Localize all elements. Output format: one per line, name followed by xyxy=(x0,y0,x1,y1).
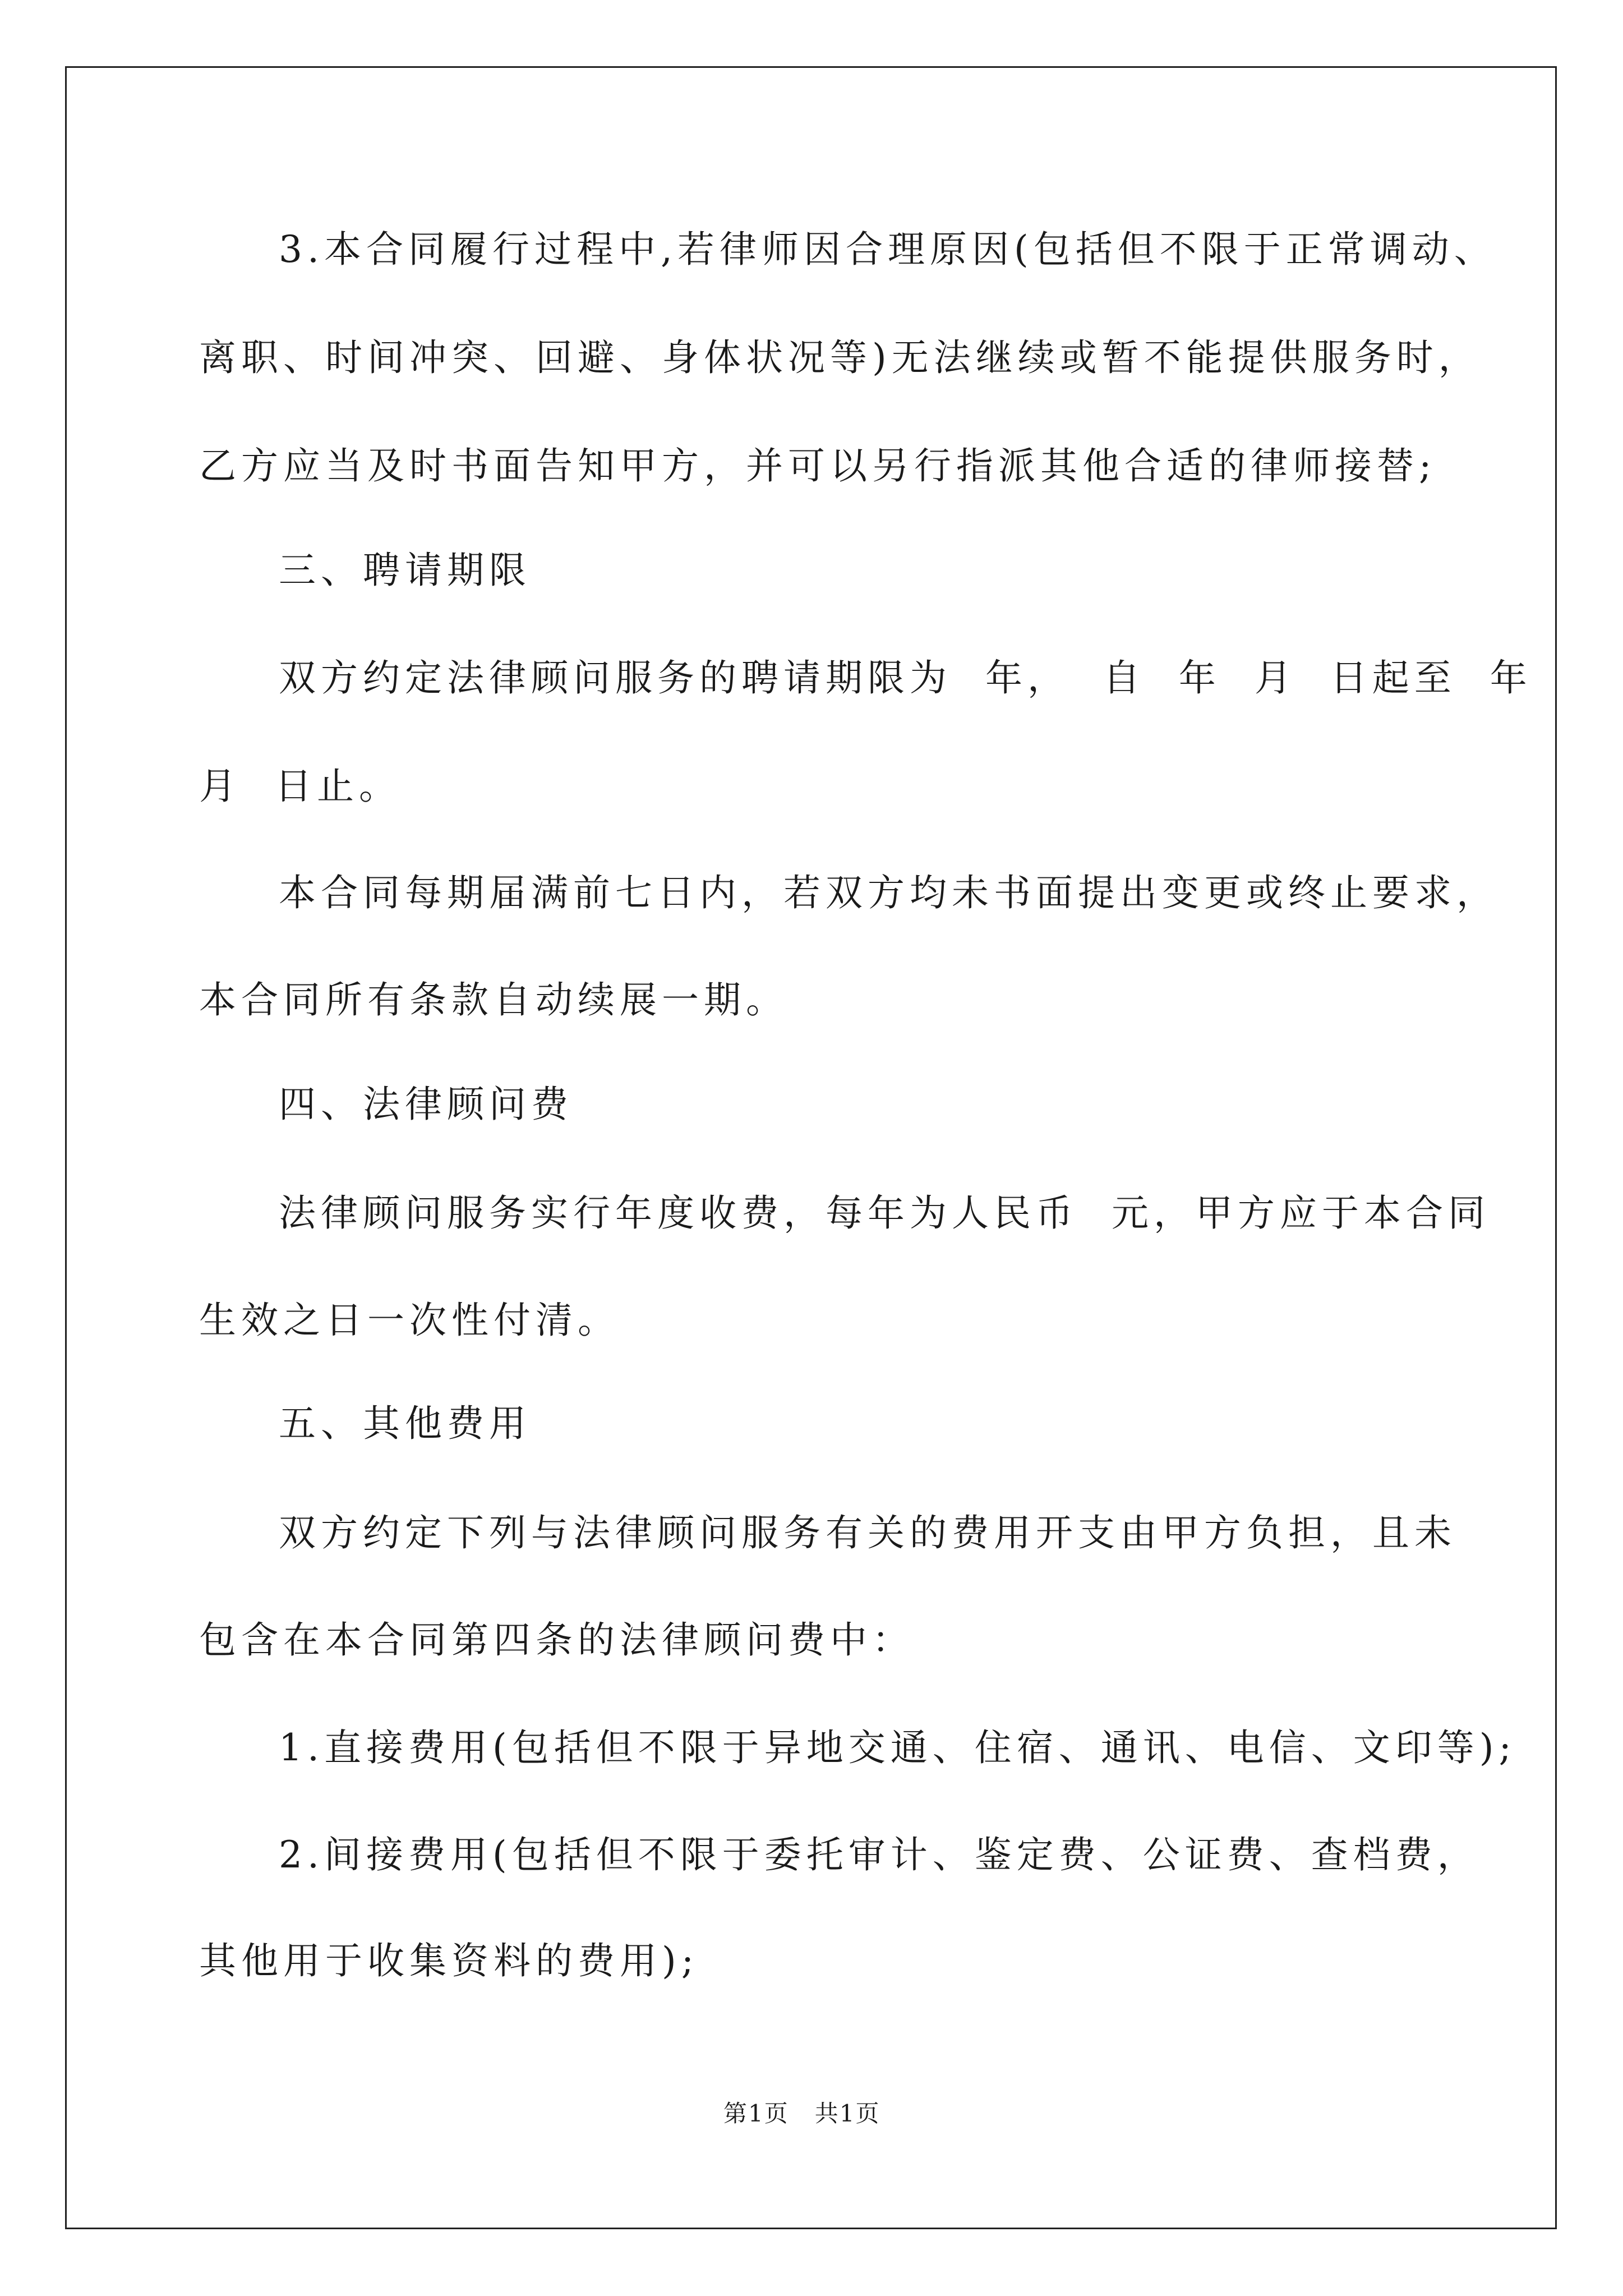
fee-paragraph-line-1: 法律顾问服务实行年度收费，每年为人民币 元，甲方应于本合同 xyxy=(279,1191,1490,1235)
term-paragraph-line-1: 双方约定法律顾问服务的聘请期限为 年， 自 年 月 日起至 年 xyxy=(279,656,1532,700)
renewal-paragraph-line-1: 本合同每期届满前七日内，若双方均未书面提出变更或终止要求， xyxy=(279,871,1498,914)
page-number-footer: 第1页 共1页 xyxy=(723,2100,880,2127)
section-heading-term: 三、聘请期限 xyxy=(279,549,531,592)
renewal-paragraph-line-2: 本合同所有条款自动续展一期。 xyxy=(199,978,788,1022)
costs-paragraph-line-1: 双方约定下列与法律顾问服务有关的费用开支由甲方负担，且未 xyxy=(279,1511,1456,1554)
page-border xyxy=(65,66,1557,2229)
clause-3-line-2: 离职、时间冲突、回避、身体状况等)无法继续或暂不能提供服务时， xyxy=(199,336,1481,379)
direct-costs-item: 1.直接费用(包括但不限于异地交通、住宿、通讯、电信、文印等); xyxy=(279,1726,1516,1769)
costs-paragraph-line-2: 包含在本合同第四条的法律顾问费中： xyxy=(199,1618,914,1662)
fee-paragraph-line-2: 生效之日一次性付清。 xyxy=(199,1299,620,1342)
indirect-costs-item-line-2: 其他用于收集资料的费用); xyxy=(199,1939,699,1982)
section-heading-other-costs: 五、其他费用 xyxy=(279,1402,531,1445)
section-heading-fee: 四、法律顾问费 xyxy=(279,1083,573,1126)
term-paragraph-line-2: 月 日止。 xyxy=(199,765,401,808)
clause-3-line-3: 乙方应当及时书面告知甲方，并可以另行指派其他合适的律师接替; xyxy=(199,444,1437,487)
indirect-costs-item-line-1: 2.间接费用(包括但不限于委托审计、鉴定费、公证费、查档费， xyxy=(279,1833,1479,1876)
clause-3-line-1: 3.本合同履行过程中,若律师因合理原因(包括但不限于正常调动、 xyxy=(279,228,1496,271)
